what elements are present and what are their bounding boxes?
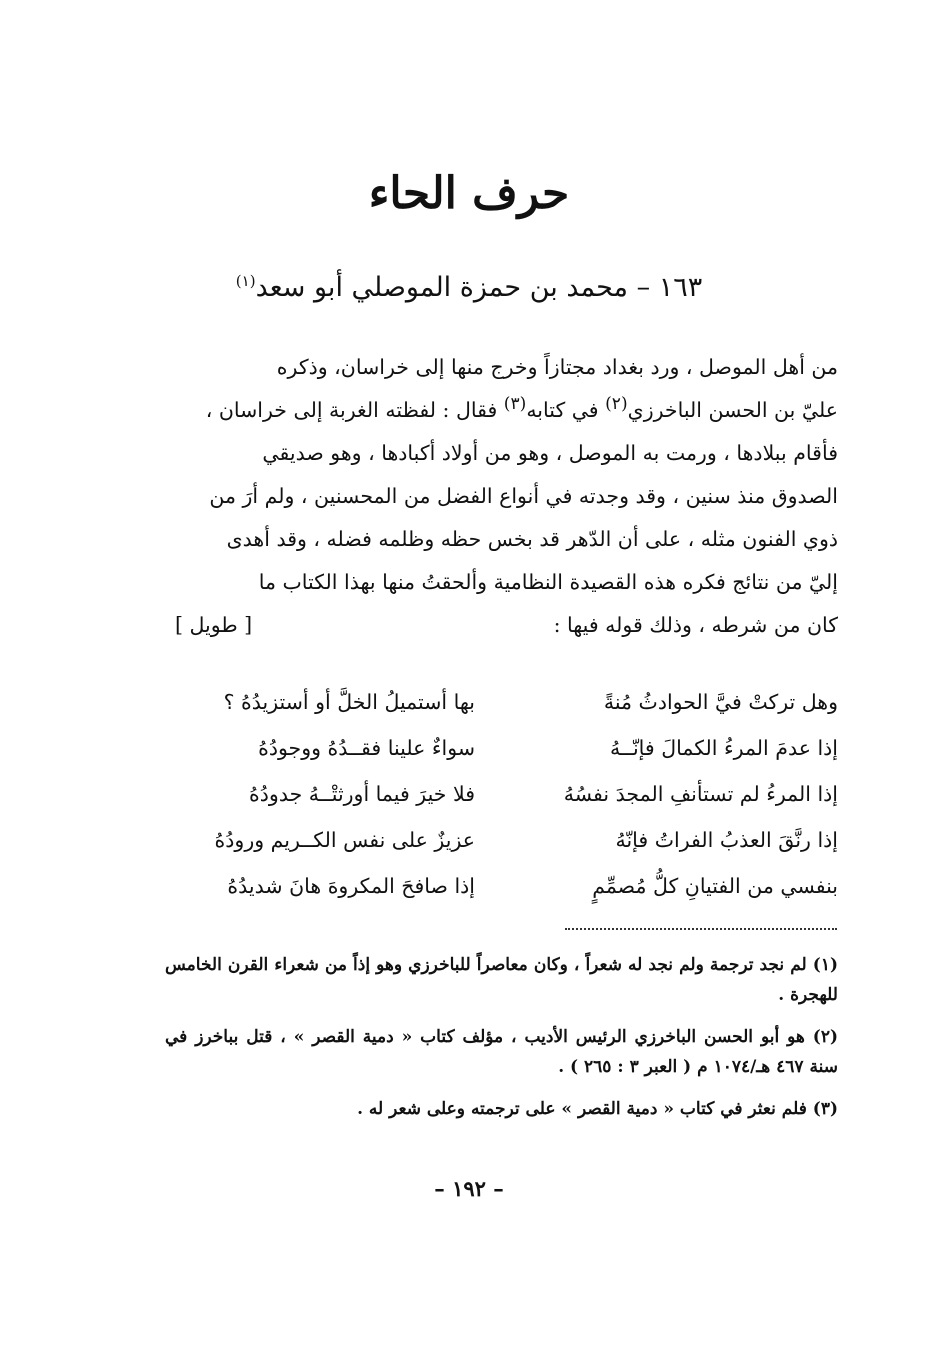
body-line [165, 604, 838, 647]
verse [165, 772, 838, 818]
verse-first-hemistich: إذا المرءُ لم تستأنفِ المجدَ نفسُهُ [563, 782, 838, 806]
verse [165, 680, 838, 726]
footnote-1: (١) لم نجد ترجمة ولم نجد له شعراً ، وكان معاصراً للباخرزي وهو إذاً من شعراء القرن الخامس للهجرة . [165, 955, 838, 1005]
footnote-ref-2: (٢) [605, 394, 628, 415]
verse-second-hemistich: فلا خيرَ فيما أورثتْــهُ جدودُهُ [249, 782, 475, 806]
verse-first-hemistich: وهل تركتْ فيَّ الحوادثُ مُنةً [603, 690, 838, 714]
body-text-segment: عليّ بن الحسن الباخرزي [627, 398, 838, 422]
body-line [165, 389, 838, 432]
verse [165, 726, 838, 772]
verse-second-hemistich: بها أستميلُ الخلَّ أو أستزيدُهُ ؟ [223, 690, 475, 714]
footnotes [165, 950, 838, 1136]
verse-first-hemistich: إذا رنَّقَ العذبُ الفراتُ فإنّهُ [615, 828, 838, 852]
body-text-segment: فقال : لفظته الغربة إلى خراسان ، [205, 398, 504, 422]
footnote-ref-1: (١) [235, 272, 256, 290]
footnote-ref-3: (٣) [503, 394, 527, 415]
entry-body [165, 346, 838, 647]
verse-second-hemistich: إذا صافحَ المكروهَ هانَ شديدُهُ [227, 874, 475, 898]
body-line: إليّ من نتائج فكره هذه القصيدة النظامية وألحقتُ منها بهذا الكتاب ما [258, 570, 838, 594]
body-text-segment: في كتابه [526, 398, 606, 422]
poem [165, 680, 838, 910]
verse [165, 818, 838, 864]
entry-title [0, 272, 938, 303]
body-line: فأقام ببلادها ، ورمت به الموصل ، وهو من أولاد أكبادها ، وهو صديقي [262, 441, 838, 465]
body-line: من أهل الموصل ، ورد بغداد مجتازاً وخرج منها إلى خراسان، وذكره [276, 355, 838, 379]
footnote-divider [565, 928, 837, 930]
body-text-segment: كان من شرطه ، وذلك قوله فيها : [553, 613, 838, 637]
verse-first-hemistich: بنفسي من الفتيانِ كلُّ مُصمِّمٍ [592, 874, 838, 898]
page-number: – ١٩٢ – [434, 1176, 504, 1201]
body-line: الصدوق منذ سنين ، وقد وجدته في أنواع الفضل من المحسنين ، ولم أرَ من [209, 484, 838, 508]
body-line: ذوي الفنون مثله ، على أن الدّهر قد بخس حظه وظلمه فضله ، وقد أهدى [226, 527, 838, 551]
verse-second-hemistich: سواءٌ علينا فقــدُهُ ووجودُهُ [258, 736, 475, 760]
footnote-3: (٣) فلم نعثر في كتاب « دمية القصر » على ترجمته وعلى شعر له . [357, 1099, 838, 1119]
chapter-title: حرف الحاء [368, 168, 570, 219]
entry-title-text: ١٦٣ – محمد بن حمزة الموصلي أبو سعد [255, 272, 703, 303]
verse-first-hemistich: إذا عدمَ المرءُ الكمالَ فإنّــهُ [609, 736, 838, 760]
poetic-meter: [ طويل ] [175, 613, 253, 637]
verse-second-hemistich: عزيزٌ على نفس الكــريم ورودُهُ [214, 828, 475, 852]
verse [165, 864, 838, 910]
footnote-2: (٢) هو أبو الحسن الباخرزي الرئيس الأديب ، مؤلف كتاب « دمية القصر » ، قتل بباخرز في سنة ٤٦٧ هـ/١٠٧٤ م ( العبر ٣ : ٢٦٥ ) . [165, 1027, 838, 1077]
